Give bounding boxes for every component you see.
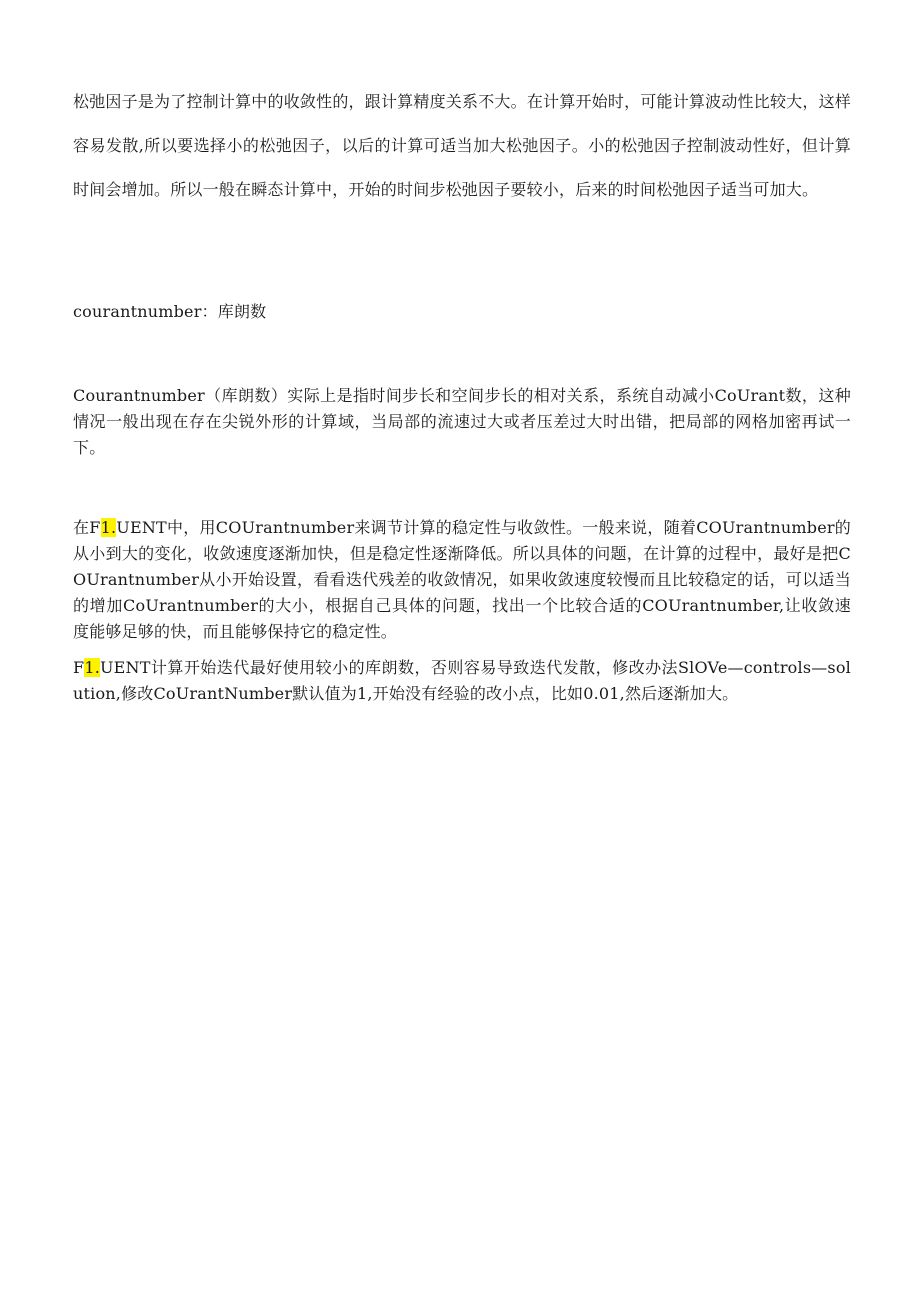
- paragraph-text-start: F: [73, 658, 85, 677]
- paragraph-relaxation-factor: [73, 80, 851, 212]
- paragraph-fluent-iteration: [73, 655, 851, 707]
- paragraph-text: Courantnumber（库朗数）实际上是指时间步长和空间步长的相对关系，系统自动减小CoUrant数，这种情况一般出现在存在尖锐外形的计算域，当局部的流速过大或者压差过大时出错，把局部的网格加密再试一下。: [73, 386, 851, 457]
- paragraph-text-rest: UENT计算开始迭代最好使用较小的库朗数，否则容易导致迭代发散，修改办法SlOVe—controls—solution,修改CoUrantNumber默认值为1,开始没有经验的改小点，比如0.01,然后逐渐加大。: [73, 658, 851, 703]
- highlighted-text: 1.: [100, 518, 117, 537]
- highlighted-text: 1.: [84, 658, 100, 677]
- paragraph-text: 松弛因子是为了控制计算中的收敛性的，跟计算精度关系不大。在计算开始时，可能计算波动性比较大，这样容易发散,所以要选择小的松弛因子，以后的计算可适当加大松弛因子。小的松弛因子控制波动性好，但计算时间会增加。所以一般在瞬态计算中，开始的时间步松弛因子要较小，后来的时间松弛因子适当可加大。: [73, 92, 851, 199]
- paragraph-text: courantnumber：库朗数: [73, 302, 267, 321]
- paragraph-text-rest: UENT中，用COUrantnumber来调节计算的稳定性与收敛性。一般来说，随着COUrantnumber的从小到大的变化，收敛速度逐渐加快，但是稳定性逐渐降低。所以具体的问题，在计算的过程中，最好是把COUrantnumber从小开始设置，看看迭代残差的收敛情况，如果收敛速度较慢而且比较稳定的话，可以适当的增加CoUrantnumber的大小，根据自己具体的问题，找出一个比较合适的COUrantnumber,让收敛速度能够足够的快，而且能够保持它的稳定性。: [73, 518, 851, 641]
- paragraph-text-start: 在F: [73, 518, 101, 537]
- paragraph-fluent-courant: [73, 515, 851, 645]
- paragraph-courant-heading: [73, 300, 851, 324]
- paragraph-courant-definition: [73, 383, 851, 461]
